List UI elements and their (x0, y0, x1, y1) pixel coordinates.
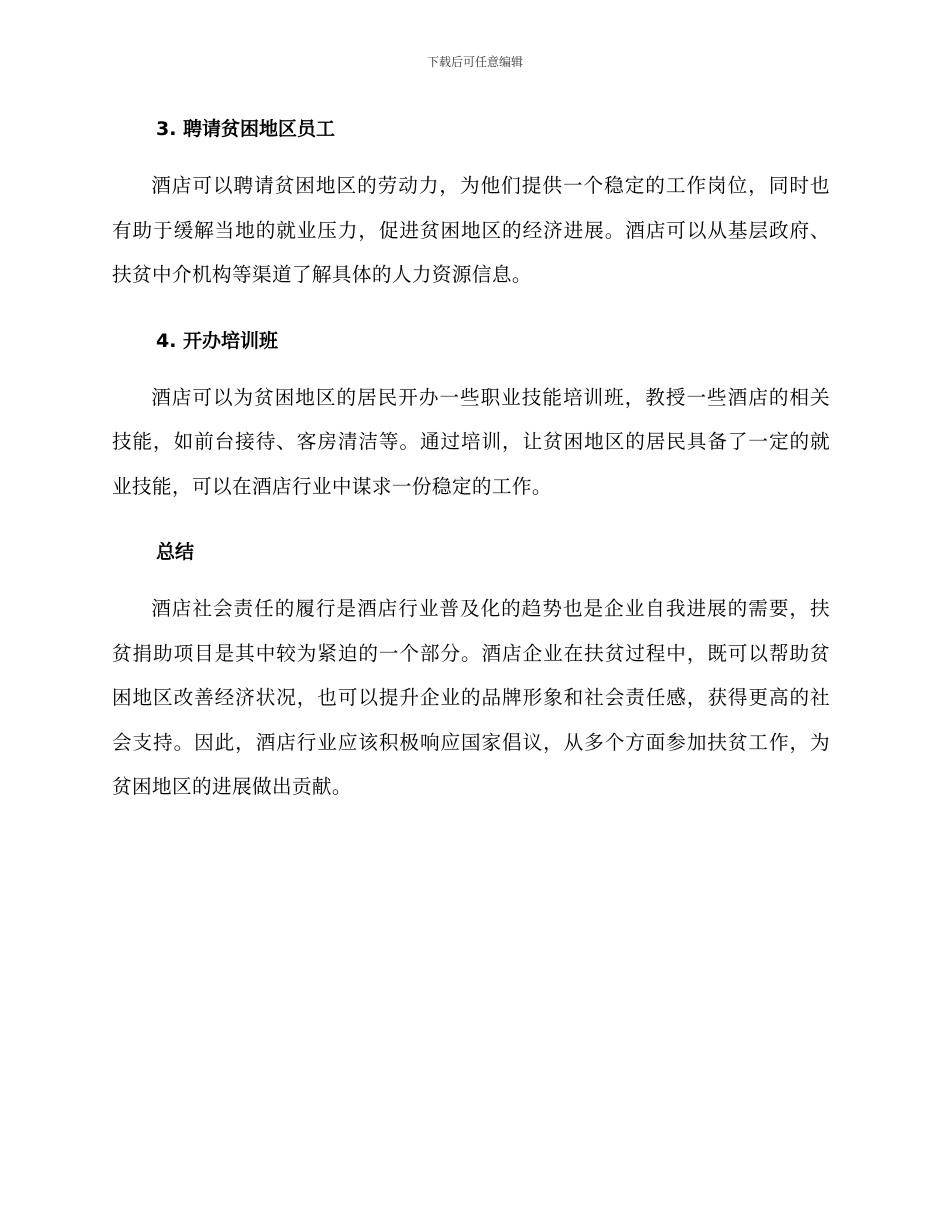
section-heading-hire-staff: 3. 聘请贫困地区员工 (156, 118, 336, 140)
header-note: 下载后可任意编辑 (426, 55, 523, 69)
section-heading-training: 4. 开办培训班 (156, 329, 279, 352)
section-paragraph-training: 酒店可以为贫困地区的居民开办一些职业技能培训班，教授一些酒店的相关技能，如前台接待、客房清洁等。通过培训，让贫困地区的居民具备了一定的就业技能，可以在酒店行业中谋求一份稳定的工作。 (112, 385, 830, 498)
section-paragraph-summary: 酒店社会责任的履行是酒店行业普及化的趋势也是企业自我进展的需要，扶贫捐助项目是其中较为紧迫的一个部分。酒店企业在扶贫过程中，既可以帮助贫困地区改善经济状况，也可以提升企业的品牌形象和社会责任感，获得更高的社会支持。因此，酒店行业应该积极响应国家倡议，从多个方面参加扶贫工作，为贫困地区的进展做出贡献。 (112, 597, 830, 798)
section-heading-summary: 总结 (156, 541, 195, 563)
section-paragraph-hire-staff: 酒店可以聘请贫困地区的劳动力，为他们提供一个稳定的工作岗位，同时也有助于缓解当地的就业压力，促进贫困地区的经济进展。酒店可以从基层政府、扶贫中介机构等渠道了解具体的人力资源信息。 (112, 174, 830, 286)
document-body (112, 112, 830, 810)
